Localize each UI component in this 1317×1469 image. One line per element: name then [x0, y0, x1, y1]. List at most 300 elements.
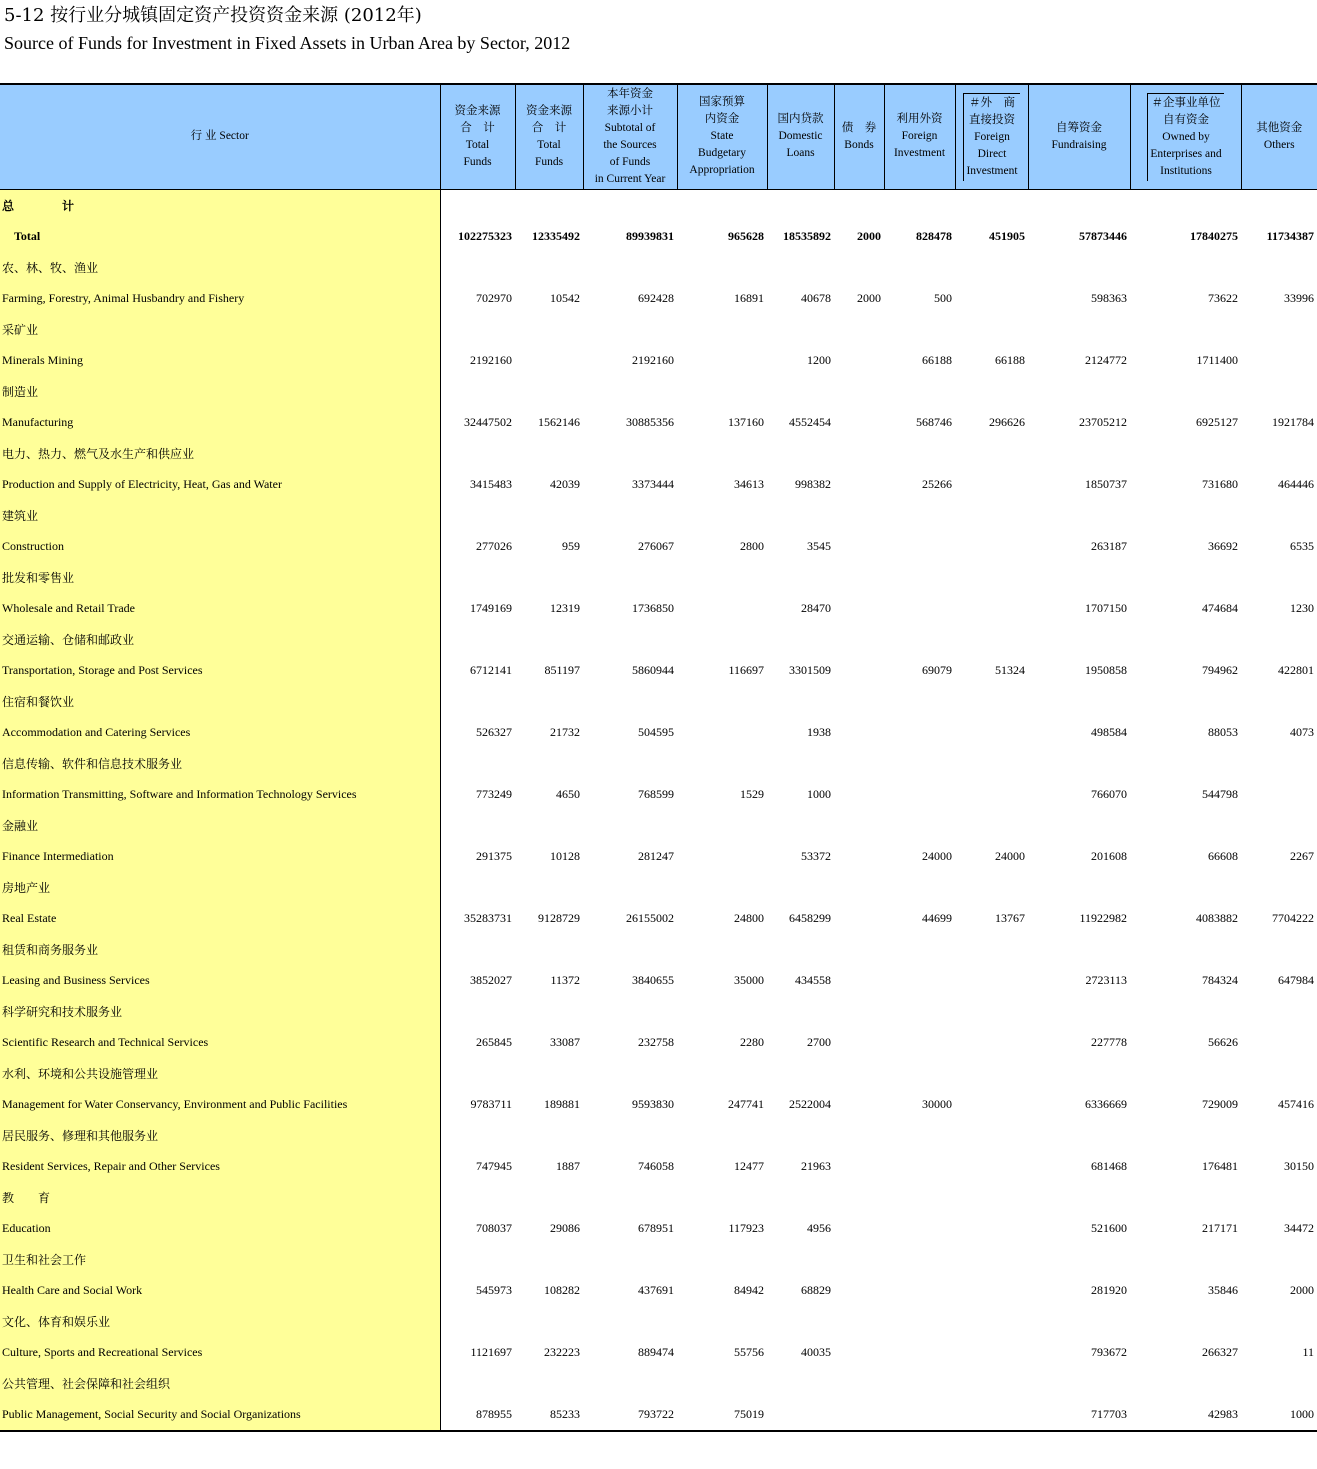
value-cell: 1736850	[632, 600, 674, 615]
value-cell: 88053	[1208, 724, 1238, 739]
value-cell	[677, 345, 767, 376]
value-cell	[955, 1399, 1028, 1431]
header-line: 自有资金	[1163, 113, 1209, 126]
sector-row-chinese	[0, 686, 1317, 717]
sector-name-english: Management for Water Conservancy, Environment and Public Facilities	[0, 1089, 440, 1120]
header-line: Owned by	[1162, 130, 1210, 143]
column-header-label	[894, 113, 945, 159]
sector-name-english: Accommodation and Catering Services	[0, 717, 440, 748]
value-cell: 12335492	[532, 228, 580, 243]
value-cell: 731680	[1202, 476, 1238, 491]
blank-cell	[440, 1058, 1317, 1089]
header-line: 直接投资	[968, 113, 1015, 126]
blank-cell	[440, 189, 1317, 221]
value-cell: 281247	[638, 848, 674, 863]
value-cell	[884, 531, 955, 562]
value-cell: 35000	[734, 972, 764, 987]
value-cell: 526327	[476, 724, 512, 739]
value-cell: 2000	[857, 228, 881, 243]
sector-name-chinese: 卫生和社会工作	[0, 1244, 440, 1275]
header-line: 债 券	[841, 121, 877, 134]
value-cell: 42983	[1208, 1406, 1238, 1421]
value-cell: 1887	[556, 1158, 580, 1173]
blank-cell	[440, 810, 1317, 841]
value-cell	[955, 283, 1028, 314]
table-row	[0, 1399, 1317, 1431]
blank-cell	[440, 1244, 1317, 1275]
sector-row-chinese	[0, 438, 1317, 469]
value-cell: 4073	[1290, 724, 1314, 739]
value-cell	[834, 1089, 884, 1120]
value-cell: 29086	[550, 1220, 580, 1235]
sector-name-english: Total	[0, 221, 440, 252]
header-line: Appropriation	[689, 164, 755, 177]
header-line: Total	[537, 138, 561, 151]
value-cell: 36692	[1208, 538, 1238, 553]
value-cell: 40035	[801, 1344, 831, 1359]
value-cell: 773249	[476, 786, 512, 801]
value-cell: 34472	[1284, 1220, 1314, 1235]
table-row	[0, 903, 1317, 934]
value-cell: 57873446	[1079, 228, 1127, 243]
value-cell: 25266	[922, 476, 952, 491]
value-cell: 277026	[476, 538, 512, 553]
value-cell: 217171	[1202, 1220, 1238, 1235]
sector-row-chinese	[0, 1120, 1317, 1151]
blank-cell	[440, 624, 1317, 655]
header-line: Bonds	[844, 138, 874, 151]
sector-name-chinese: 住宿和餐饮业	[0, 686, 440, 717]
header-line: Direct	[977, 147, 1007, 160]
value-cell: 500	[934, 290, 952, 305]
sector-row-chinese	[0, 1058, 1317, 1089]
value-cell: 266327	[1202, 1344, 1238, 1359]
value-cell: 4552454	[789, 414, 831, 429]
sector-name-english: Culture, Sports and Recreational Services	[0, 1337, 440, 1368]
value-cell: 11	[1302, 1344, 1314, 1359]
header-line: Investment	[893, 147, 946, 160]
value-cell: 51324	[995, 662, 1025, 677]
value-cell: 73622	[1208, 290, 1238, 305]
value-cell: 878955	[476, 1406, 512, 1421]
sector-name-english: Education	[0, 1213, 440, 1244]
value-cell: 201608	[1091, 848, 1127, 863]
value-cell	[677, 593, 767, 624]
column-header-label	[455, 105, 501, 168]
value-cell: 24000	[922, 848, 952, 863]
table-header-row	[0, 84, 1317, 189]
value-cell: 9783711	[470, 1096, 512, 1111]
blank-cell	[440, 1120, 1317, 1151]
blank-cell	[440, 1306, 1317, 1337]
value-cell: 5860944	[632, 662, 674, 677]
sector-row-chinese	[0, 314, 1317, 345]
value-cell: 793722	[638, 1406, 674, 1421]
value-cell: 32447502	[464, 414, 512, 429]
column-header-7	[884, 84, 955, 189]
column-header-5	[767, 84, 834, 189]
value-cell: 1121697	[470, 1344, 512, 1359]
value-cell: 276067	[638, 538, 674, 553]
blank-cell	[440, 500, 1317, 531]
value-cell: 747945	[476, 1158, 512, 1173]
value-cell: 521600	[1091, 1220, 1127, 1235]
value-cell: 1850737	[1085, 476, 1127, 491]
value-cell: 1749169	[470, 600, 512, 615]
sector-name-english: Real Estate	[0, 903, 440, 934]
value-cell: 102275323	[458, 228, 512, 243]
column-header-label	[526, 105, 572, 168]
value-cell: 729009	[1202, 1096, 1238, 1111]
value-cell	[767, 1399, 834, 1431]
value-cell	[955, 1275, 1028, 1306]
value-cell: 746058	[638, 1158, 674, 1173]
value-cell: 1707150	[1085, 600, 1127, 615]
value-cell	[834, 345, 884, 376]
value-cell: 10128	[550, 848, 580, 863]
blank-cell	[440, 314, 1317, 345]
sector-name-chinese: 文化、体育和娱乐业	[0, 1306, 440, 1337]
value-cell: 768599	[638, 786, 674, 801]
value-cell: 24000	[995, 848, 1025, 863]
value-cell: 55756	[734, 1344, 764, 1359]
value-cell: 9593830	[632, 1096, 674, 1111]
header-line: Foreign	[974, 130, 1010, 143]
table-row	[0, 1337, 1317, 1368]
value-cell	[677, 841, 767, 872]
header-line: 合 计	[531, 121, 567, 134]
value-cell: 13767	[995, 910, 1025, 925]
header-line: Others	[1263, 138, 1295, 151]
value-cell: 965628	[728, 228, 764, 243]
sector-row-chinese	[0, 934, 1317, 965]
sector-name-english: Minerals Mining	[0, 345, 440, 376]
value-cell: 35846	[1208, 1282, 1238, 1297]
value-cell: 434558	[795, 972, 831, 987]
blank-cell	[440, 1368, 1317, 1399]
table-row	[0, 655, 1317, 686]
value-cell: 232223	[544, 1344, 580, 1359]
column-header-label	[1147, 93, 1223, 181]
blank-cell	[440, 252, 1317, 283]
value-cell: 10542	[550, 290, 580, 305]
value-cell: 232758	[638, 1034, 674, 1049]
blank-cell	[440, 934, 1317, 965]
value-cell: 17840275	[1190, 228, 1238, 243]
value-cell	[834, 903, 884, 934]
header-line: Investment	[966, 164, 1018, 177]
sector-name-chinese: 电力、热力、燃气及水生产和供应业	[0, 438, 440, 469]
table-row	[0, 531, 1317, 562]
value-cell: 545973	[476, 1282, 512, 1297]
value-cell: 3840655	[632, 972, 674, 987]
value-cell: 4083882	[1196, 910, 1238, 925]
value-cell	[884, 717, 955, 748]
value-cell: 3373444	[632, 476, 674, 491]
sector-row-chinese	[0, 1306, 1317, 1337]
sector-name-english: Construction	[0, 531, 440, 562]
value-cell	[955, 717, 1028, 748]
value-cell	[834, 1213, 884, 1244]
header-line: 来源小计	[607, 104, 653, 117]
header-line: 自筹资金	[1056, 121, 1102, 134]
value-cell: 42039	[550, 476, 580, 491]
value-cell: 117923	[728, 1220, 764, 1235]
value-cell: 828478	[916, 228, 952, 243]
sector-name-english: Transportation, Storage and Post Services	[0, 655, 440, 686]
table-row	[0, 841, 1317, 872]
value-cell: 498584	[1091, 724, 1127, 739]
sector-name-chinese: 制造业	[0, 376, 440, 407]
value-cell	[834, 1151, 884, 1182]
header-line: 利用外资	[896, 113, 943, 126]
header-line: Budgetary	[698, 147, 746, 160]
value-cell	[884, 1275, 955, 1306]
header-line: State	[710, 130, 734, 143]
value-cell: 3301509	[789, 662, 831, 677]
value-cell: 16891	[734, 290, 764, 305]
blank-cell	[440, 748, 1317, 779]
blank-cell	[440, 562, 1317, 593]
value-cell: 40678	[801, 290, 831, 305]
header-line: Enterprises and	[1150, 147, 1222, 160]
sector-row-chinese	[0, 810, 1317, 841]
table-row	[0, 717, 1317, 748]
value-cell: 2723113	[1085, 972, 1127, 987]
value-cell: 1711400	[1196, 352, 1238, 367]
header-line: 国内贷款	[777, 113, 824, 126]
table-row	[0, 407, 1317, 438]
sector-name-chinese: 信息传输、软件和信息技术服务业	[0, 748, 440, 779]
sector-name-chinese: 教 育	[0, 1182, 440, 1213]
sector-name-chinese: 采矿业	[0, 314, 440, 345]
value-cell: 851197	[544, 662, 580, 677]
value-cell: 2522004	[789, 1096, 831, 1111]
column-header-9	[1028, 84, 1130, 189]
value-cell: 784324	[1202, 972, 1238, 987]
value-cell: 137160	[728, 414, 764, 429]
blank-cell	[440, 872, 1317, 903]
column-header-8	[955, 84, 1028, 189]
value-cell: 85233	[550, 1406, 580, 1421]
value-cell	[884, 1337, 955, 1368]
value-cell: 89939831	[626, 228, 674, 243]
value-cell: 2192160	[632, 352, 674, 367]
value-cell: 3545	[807, 538, 831, 553]
value-cell: 34613	[734, 476, 764, 491]
sector-name-chinese: 水利、环境和公共设施管理业	[0, 1058, 440, 1089]
table-row	[0, 221, 1317, 252]
value-cell: 11372	[550, 972, 580, 987]
table-row	[0, 1089, 1317, 1120]
value-cell	[1241, 1027, 1317, 1058]
value-cell: 692428	[638, 290, 674, 305]
sector-row-chinese	[0, 252, 1317, 283]
value-cell: 568746	[916, 414, 952, 429]
value-cell: 2192160	[470, 352, 512, 367]
blank-cell	[440, 438, 1317, 469]
table-row	[0, 1027, 1317, 1058]
value-cell: 1000	[807, 786, 831, 801]
value-cell: 6336669	[1085, 1096, 1127, 1111]
value-cell	[834, 531, 884, 562]
value-cell: 2267	[1290, 848, 1314, 863]
value-cell: 457416	[1278, 1096, 1314, 1111]
sector-row-chinese	[0, 748, 1317, 779]
value-cell: 66188	[922, 352, 952, 367]
column-header-4	[677, 84, 767, 189]
table-row	[0, 345, 1317, 376]
header-line: of Funds	[609, 155, 651, 168]
column-header-label	[842, 122, 877, 151]
header-line: 行 业 Sector	[190, 130, 249, 143]
header-line: 国家预算	[699, 96, 745, 109]
sector-name-english: Wholesale and Retail Trade	[0, 593, 440, 624]
value-cell: 18535892	[783, 228, 831, 243]
value-cell: 69079	[922, 662, 952, 677]
table-row	[0, 1213, 1317, 1244]
value-cell: 66188	[995, 352, 1025, 367]
value-cell: 9128729	[538, 910, 580, 925]
table-row	[0, 593, 1317, 624]
value-cell: 708037	[476, 1220, 512, 1235]
value-cell: 44699	[922, 910, 952, 925]
column-header-3	[583, 84, 677, 189]
value-cell	[834, 469, 884, 500]
value-cell	[884, 1213, 955, 1244]
table-row	[0, 1275, 1317, 1306]
value-cell	[884, 593, 955, 624]
value-cell: 26155002	[626, 910, 674, 925]
header-line: Domestic	[778, 130, 823, 143]
value-cell: 766070	[1091, 786, 1127, 801]
value-cell: 1950858	[1085, 662, 1127, 677]
header-line: Funds	[534, 155, 564, 168]
page-title-english: Source of Funds for Investment in Fixed Assets in Urban Area by Sector, 2012	[4, 33, 571, 53]
value-cell	[955, 965, 1028, 996]
header-line: Foreign	[901, 130, 938, 143]
value-cell: 2000	[1290, 1282, 1314, 1297]
value-cell	[955, 1089, 1028, 1120]
value-cell: 544798	[1202, 786, 1238, 801]
page-header	[4, 2, 570, 56]
value-cell: 263187	[1091, 538, 1127, 553]
column-header-label	[689, 96, 754, 176]
table-row	[0, 779, 1317, 810]
value-cell	[884, 779, 955, 810]
value-cell: 3415483	[470, 476, 512, 491]
value-cell	[955, 469, 1028, 500]
value-cell: 33087	[550, 1034, 580, 1049]
sector-name-chinese: 房地产业	[0, 872, 440, 903]
value-cell: 265845	[476, 1034, 512, 1049]
sector-name-english: Public Management, Social Security and Social Organizations	[0, 1399, 440, 1431]
value-cell: 474684	[1202, 600, 1238, 615]
sector-row-chinese	[0, 376, 1317, 407]
value-cell: 7704222	[1272, 910, 1314, 925]
sector-name-english: Manufacturing	[0, 407, 440, 438]
sector-name-english: Health Care and Social Work	[0, 1275, 440, 1306]
value-cell	[834, 1027, 884, 1058]
value-cell: 30000	[922, 1096, 952, 1111]
value-cell: 116697	[728, 662, 764, 677]
value-cell: 227778	[1091, 1034, 1127, 1049]
value-cell: 56626	[1208, 1034, 1238, 1049]
value-cell: 84942	[734, 1282, 764, 1297]
header-line: 资金来源	[526, 104, 572, 117]
funds-table	[0, 83, 1317, 1432]
sector-row-chinese	[0, 624, 1317, 655]
value-cell	[955, 531, 1028, 562]
value-cell	[515, 345, 583, 376]
sector-name-chinese: 公共管理、社会保障和社会组织	[0, 1368, 440, 1399]
header-line: Subtotal of	[604, 121, 656, 134]
value-cell	[1241, 779, 1317, 810]
value-cell: 1200	[807, 352, 831, 367]
value-cell	[834, 655, 884, 686]
sector-name-chinese: 批发和零售业	[0, 562, 440, 593]
value-cell: 23705212	[1079, 414, 1127, 429]
value-cell: 296626	[989, 414, 1025, 429]
value-cell: 189881	[544, 1096, 580, 1111]
sector-name-english: Farming, Forestry, Animal Husbandry and Fishery	[0, 283, 440, 314]
sector-name-chinese: 交通运输、仓储和邮政业	[0, 624, 440, 655]
value-cell: 793672	[1091, 1344, 1127, 1359]
value-cell: 6535	[1290, 538, 1314, 553]
value-cell: 647984	[1278, 972, 1314, 987]
sector-row-chinese	[0, 562, 1317, 593]
blank-cell	[440, 996, 1317, 1027]
table-row	[0, 283, 1317, 314]
value-cell	[834, 841, 884, 872]
value-cell: 1230	[1290, 600, 1314, 615]
value-cell	[884, 1151, 955, 1182]
value-cell	[955, 593, 1028, 624]
value-cell: 12319	[550, 600, 580, 615]
value-cell: 11734387	[1266, 228, 1314, 243]
value-cell: 4956	[807, 1220, 831, 1235]
value-cell: 28470	[801, 600, 831, 615]
value-cell: 53372	[801, 848, 831, 863]
sector-name-english: Resident Services, Repair and Other Services	[0, 1151, 440, 1182]
header-line: the Sources	[603, 138, 657, 151]
sector-name-english: Production and Supply of Electricity, Heat, Gas and Water	[0, 469, 440, 500]
value-cell	[834, 779, 884, 810]
value-cell: 108282	[544, 1282, 580, 1297]
blank-cell	[440, 686, 1317, 717]
value-cell	[834, 1337, 884, 1368]
table-row	[0, 965, 1317, 996]
value-cell: 717703	[1091, 1406, 1127, 1421]
value-cell: 21732	[550, 724, 580, 739]
value-cell	[955, 779, 1028, 810]
value-cell: 6925127	[1196, 414, 1238, 429]
column-header-label	[963, 93, 1019, 181]
column-header-0	[0, 84, 440, 189]
value-cell: 30885356	[626, 414, 674, 429]
sector-row-chinese	[0, 1182, 1317, 1213]
value-cell	[955, 1213, 1028, 1244]
sector-row-chinese	[0, 1244, 1317, 1275]
value-cell	[677, 717, 767, 748]
value-cell: 437691	[638, 1282, 674, 1297]
header-line: Total	[465, 138, 490, 151]
value-cell: 678951	[638, 1220, 674, 1235]
value-cell: 247741	[728, 1096, 764, 1111]
value-cell: 1529	[740, 786, 764, 801]
header-line: 资金来源	[454, 104, 501, 117]
header-line: Institutions	[1160, 164, 1212, 177]
